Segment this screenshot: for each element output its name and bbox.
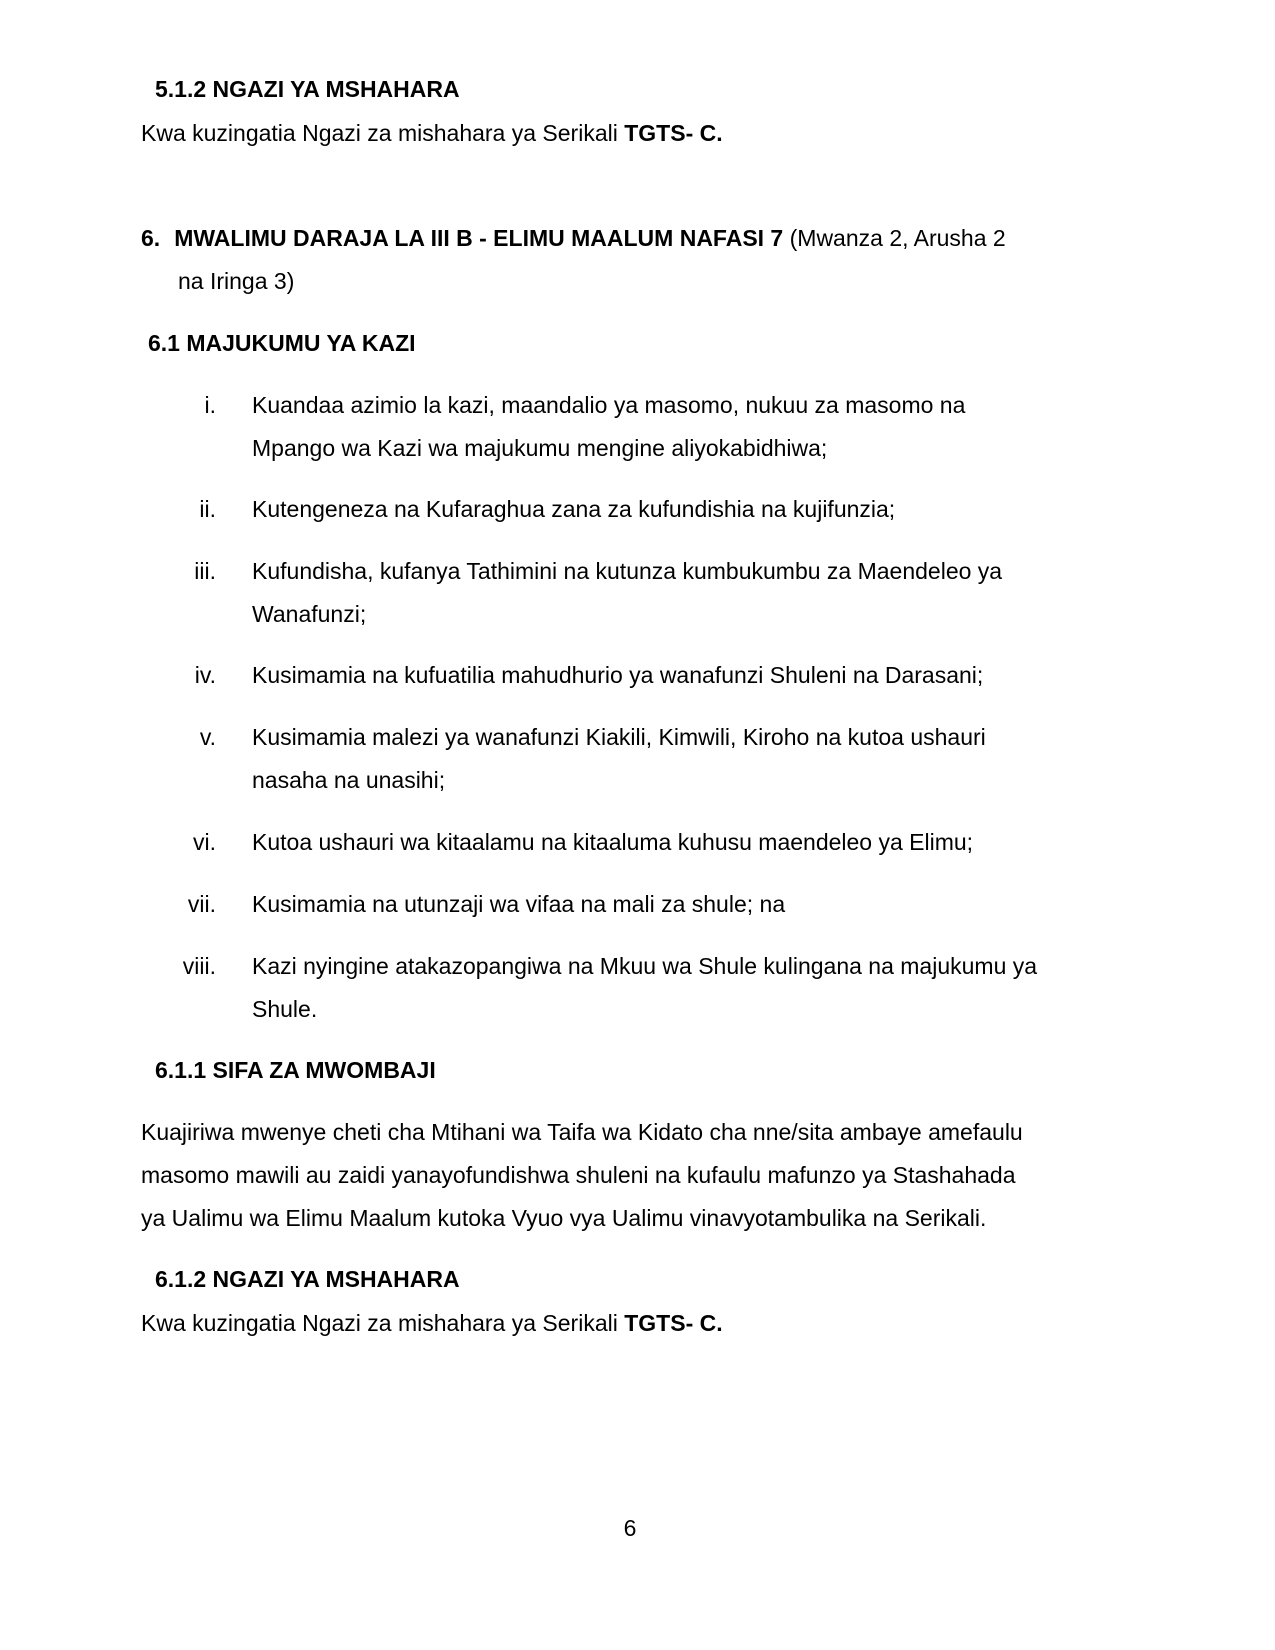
salary-text: Kwa kuzingatia Ngazi za mishahara ya Serikali [141,1310,625,1336]
list-item-number: vii. [187,891,216,917]
salary-paragraph-6-1-2 [141,1309,723,1337]
list-item-line: Kutoa ushauri wa kitaalamu na kitaaluma kuhusu maendeleo ya Elimu; [252,829,974,855]
qualification-line: ya Ualimu wa Elimu Maalum kutoka Vyuo vya Ualimu vinavyotambulika na Serikali. [141,1205,987,1231]
list-item-line: Mpango wa Kazi wa majukumu mengine aliyokabidhiwa; [252,435,828,461]
section-title: MWALIMU DARAJA LA III B - ELIMU MAALUM NAFASI 7 [174,225,784,251]
section-number: 6. [141,225,161,251]
list-item-line: Kusimamia na kufuatilia mahudhurio ya wanafunzi Shuleni na Darasani; [252,662,984,688]
list-item-line: Shule. [252,996,318,1022]
list-item-line: Kuandaa azimio la kazi, maandalio ya masomo, nukuu za masomo na [252,392,966,418]
qualification-line: Kuajiriwa mwenye cheti cha Mtihani wa Taifa wa Kidato cha nne/sita ambaye amefaulu [141,1119,1023,1145]
list-item-line: nasaha na unasihi; [252,767,446,793]
list-item-number: ii. [199,496,216,522]
list-item-number: viii. [182,953,216,979]
list-item-line: Kutengeneza na Kufaraghua zana za kufundishia na kujifunzia; [252,496,896,522]
section-heading-6-1: 6.1 MAJUKUMU YA KAZI [148,330,416,356]
section-heading-6-1-1: 6.1.1 SIFA ZA MWOMBAJI [155,1057,436,1083]
salary-grade: TGTS- C. [624,120,723,146]
list-item-number: iv. [194,662,216,688]
section-heading-6 [141,224,1006,252]
salary-paragraph-5-1-2 [141,119,723,147]
salary-text: Kwa kuzingatia Ngazi za mishahara ya Serikali [141,120,625,146]
list-item-line: Kusimamia malezi ya wanafunzi Kiakili, Kimwili, Kiroho na kutoa ushauri [252,724,986,750]
list-item-number: i. [204,392,216,418]
list-item-line: Kufundisha, kufanya Tathimini na kutunza kumbukumbu za Maendeleo ya [252,558,1003,584]
section-locations: (Mwanza 2, Arusha 2 [783,225,1006,251]
qualification-line: masomo mawili au zaidi yanayofundishwa shuleni na kufaulu mafunzo ya Stashahada [141,1162,1016,1188]
section-heading-6-1-2: 6.1.2 NGAZI YA MSHAHARA [155,1266,460,1292]
list-item-line: Kazi nyingine atakazopangiwa na Mkuu wa Shule kulingana na majukumu ya [252,953,1038,979]
section-heading-5-1-2: 5.1.2 NGAZI YA MSHAHARA [155,76,460,102]
list-item-number: iii. [194,558,216,584]
page-number: 6 [623,1515,637,1541]
list-item-line: Kusimamia na utunzaji wa vifaa na mali za shule; na [252,891,786,917]
salary-grade: TGTS- C. [624,1310,723,1336]
list-item-line: Wanafunzi; [252,601,367,627]
list-item-number: v. [199,724,216,750]
section-locations-continued: na Iringa 3) [178,268,295,294]
list-item-number: vi. [193,829,216,855]
